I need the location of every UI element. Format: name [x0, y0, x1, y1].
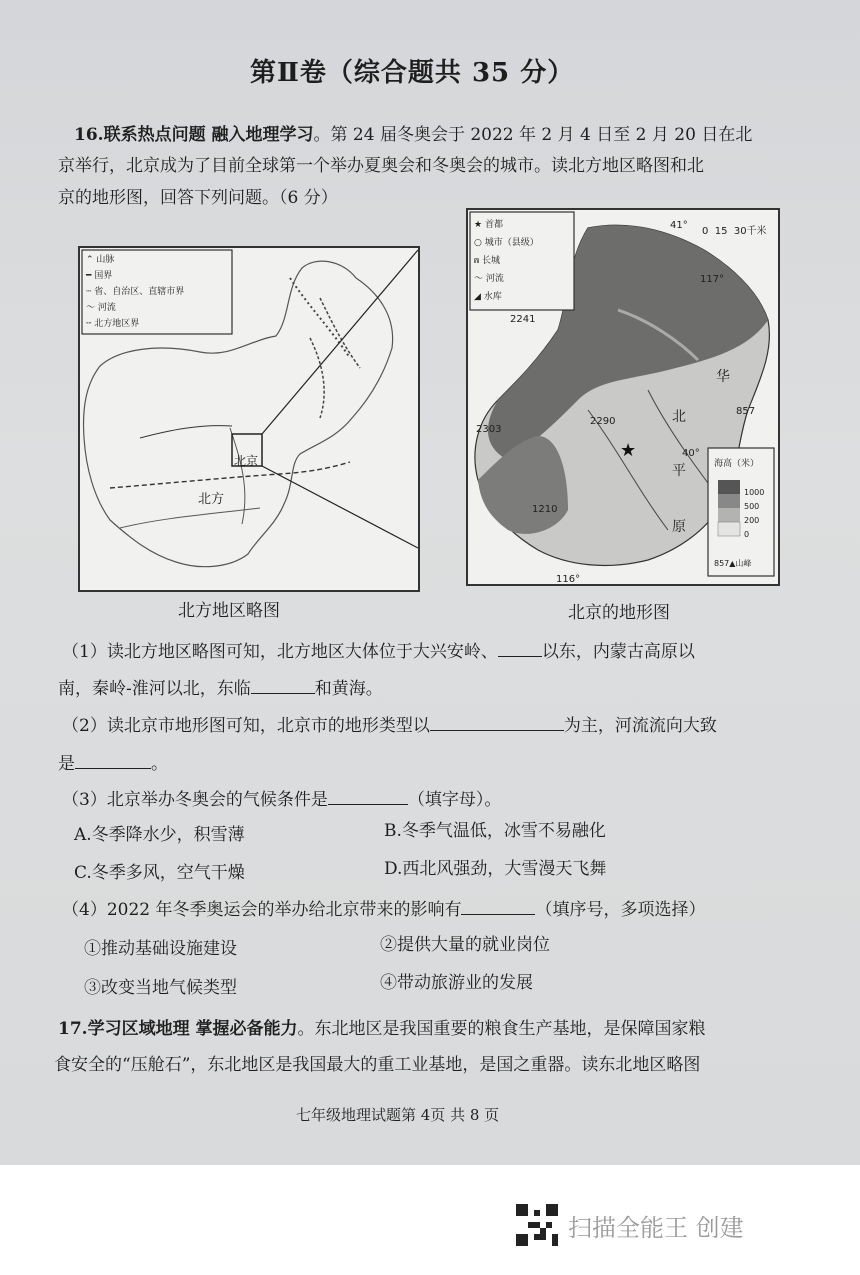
- choice-3: ③改变当地气候类型: [84, 978, 237, 998]
- q16-sub4-line: （4）2022 年冬季奥运会的举办给北京带来的影响有 （填序号，多项选择）: [62, 900, 706, 920]
- legend-border: ━ 国界: [86, 271, 113, 281]
- q16-sub1-line1: （1）读北方地区略图可知，北方地区大体位于大兴安岭、 以东，内蒙古高原以: [62, 642, 695, 662]
- answer-blank-6[interactable]: [461, 898, 535, 915]
- elev-0: 0: [744, 530, 750, 539]
- qr-code-icon: [516, 1204, 558, 1246]
- answer-blank-1[interactable]: [498, 640, 542, 657]
- answer-blank-5[interactable]: [328, 788, 408, 805]
- option-b: B.冬季气温低，冰雪不易融化: [384, 821, 606, 841]
- q16-lead: 联系热点问题 融入地理学习: [103, 125, 314, 145]
- peak-2290: 2290: [590, 416, 616, 427]
- coord-117: 117°: [700, 274, 725, 285]
- option-a: A.冬季降水少，积雪薄: [74, 825, 245, 845]
- coord-40: 40°: [682, 448, 700, 459]
- elev-1000: 1000: [744, 488, 765, 497]
- svg-text:★: ★: [620, 440, 637, 461]
- legend-capital: ★ 首都: [474, 220, 503, 230]
- plain-char-bei: 北: [672, 409, 686, 425]
- q16-line2: 京举行，北京成为了目前全球第一个举办夏奥会和冬奥会的城市。读北方地区略图和北: [58, 156, 704, 176]
- peak-legend: 857▲山峰: [714, 559, 752, 568]
- q17-line2: 食安全的“压舱石”，东北地区是我国最大的重工业基地，是国之重器。读东北地区略图: [54, 1055, 701, 1075]
- q16-sub2-line2: 是 。: [58, 754, 168, 774]
- beijing-map-scale: 0 15 30千米: [702, 226, 767, 237]
- beijing-map-legend: [474, 216, 539, 306]
- coord-116: 116°: [556, 574, 581, 585]
- answer-blank-2[interactable]: [251, 677, 315, 694]
- north-map-caption: 北方地区略图: [178, 601, 280, 621]
- answer-blank-4[interactable]: [75, 752, 151, 769]
- page-footer: 七年级地理试题第 4页 共 8 页: [296, 1106, 500, 1124]
- elev-500: 500: [744, 502, 760, 511]
- legend-river: 〜 河流: [86, 303, 116, 313]
- q16-line1: [74, 124, 752, 146]
- option-c: C.冬季多风，空气干燥: [74, 863, 245, 883]
- legend-province: ┄ 省、自治区、直辖市界: [86, 287, 185, 297]
- peak-2303: 2303: [476, 424, 502, 435]
- choice-4: ④带动旅游业的发展: [380, 973, 533, 993]
- north-map-region-label: 北方: [198, 492, 225, 507]
- peak-857: 857: [736, 406, 756, 417]
- beijing-terrain-map: [466, 208, 780, 586]
- north-region-map: [78, 246, 420, 592]
- legend-great-wall: ⩎ 长城: [474, 256, 500, 266]
- q16-sub2-line1: （2）读北京市地形图可知，北京市的地形类型以 为主，河流流向大致: [62, 716, 717, 736]
- q16-line1-text: 。第 24 届冬奥会于 2022 年 2 月 4 日至 2 月 20 日在北: [313, 125, 753, 145]
- option-d: D.西北风强劲，大雪漫天飞舞: [384, 859, 607, 879]
- q17-line1-text: 。东北地区是我国重要的粮食生产基地，是保障国家粮: [297, 1019, 706, 1039]
- beijing-map-caption: 北京的地形图: [568, 603, 670, 623]
- choice-1: ①推动基础设施建设: [84, 939, 237, 959]
- elev-legend-title: 海高（米）: [714, 459, 760, 469]
- plain-char-ping: 平: [672, 463, 686, 479]
- north-map-beijing-label: 北京: [234, 454, 259, 468]
- legend-reservoir: ◢ 水库: [474, 292, 502, 302]
- answer-blank-3[interactable]: [430, 714, 564, 731]
- camscanner-watermark: 扫描全能王 创建: [568, 1214, 744, 1242]
- legend-city: ○ 城市（县级）: [474, 238, 539, 248]
- q17-line1: [58, 1018, 706, 1040]
- q17-number: 17.: [58, 1019, 88, 1039]
- peak-1210: 1210: [532, 504, 558, 515]
- q16-sub1-line2: 南，秦岭-淮河以北，东临 和黄海。: [58, 679, 383, 699]
- choice-2: ②提供大量的就业岗位: [380, 935, 550, 955]
- section-title: 第Ⅱ卷（综合题共 35 分）: [250, 58, 575, 88]
- legend-mountain: ⌃ 山脉: [86, 255, 115, 265]
- plain-char-hua: 华: [716, 369, 730, 385]
- coord-41: 41°: [670, 220, 688, 231]
- q16-line3: 京的地形图，回答下列问题。（6 分）: [58, 188, 338, 208]
- legend-north-boundary: ╌ 北方地区界: [86, 319, 140, 329]
- peak-2241: 2241: [510, 314, 536, 325]
- north-map-legend: [86, 252, 184, 332]
- q16-number: 16.: [74, 125, 104, 145]
- plain-char-yuan: 原: [672, 519, 686, 535]
- q16-sub3-line: （3）北京举办冬奥会的气候条件是 （填字母）。: [62, 790, 502, 810]
- elev-200: 200: [744, 516, 760, 525]
- legend-river: 〜 河流: [474, 274, 504, 284]
- q17-lead: 学习区域地理 掌握必备能力: [87, 1019, 298, 1039]
